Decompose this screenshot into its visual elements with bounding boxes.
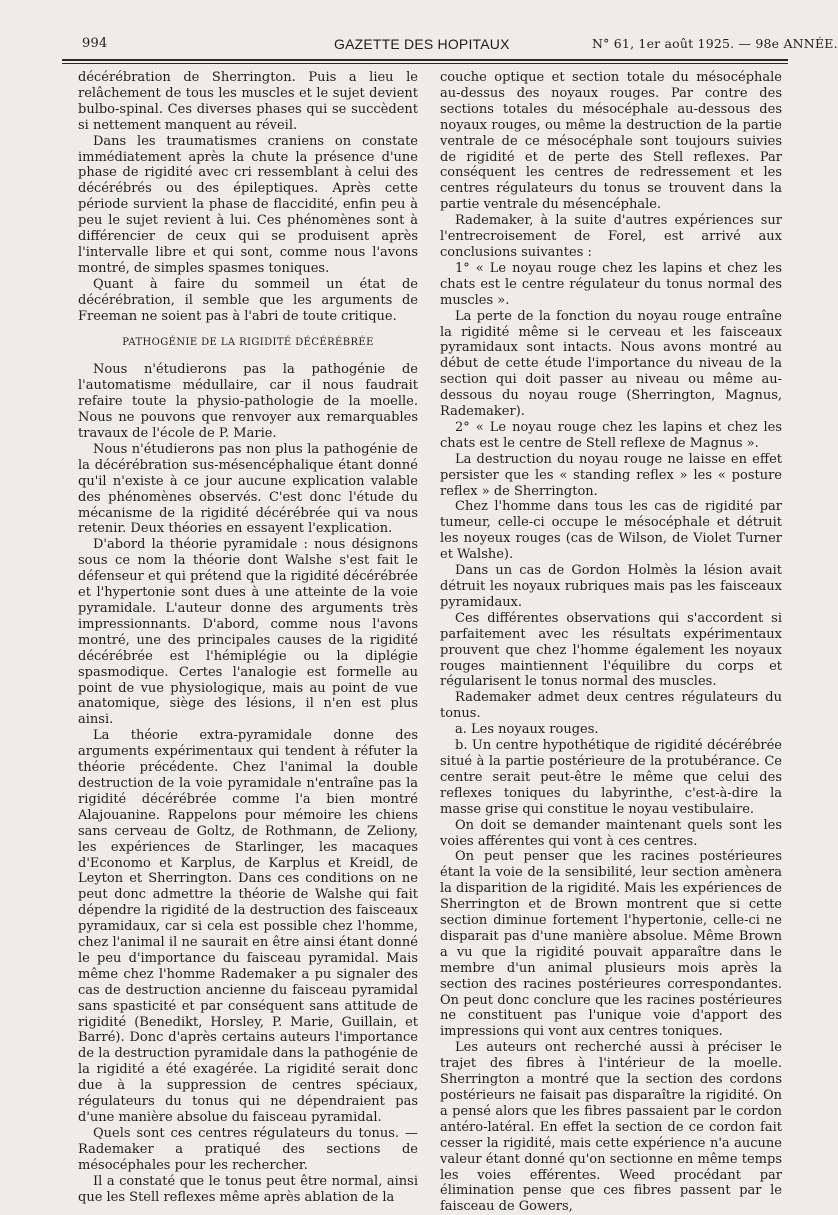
paragraph: Nous n'étudierons pas non plus la pathogénie de la décérébration sus-mésencéphalique étant donné qu'il n'existe à ce jour aucune explication valable des phénomènes observés. C'est donc l'étude du mécanisme de la rigidité décérébrée qui va nous retenir. Deux théories en essayent l'explication.: [78, 441, 418, 537]
paragraph: Quels sont ces centres régulateurs du tonus. — Rademaker a pratiqué des sections de mésocéphales pour les rechercher.: [78, 1125, 418, 1173]
paragraph: Dans les traumatismes craniens on constate immédiatement après la chute la présence d'une phase de rigidité avec cri ressemblant à celui des décérébrés ou des épileptiques. Après cette période survient la phase de flaccidité, enfin peu à peu le sujet revient à lui. Ces phénomènes sont à différencier de ceux qui se produisent après l'intervalle libre et qui sont, comme nous l'avons montré, de simples spasmes toniques.: [78, 133, 418, 276]
running-header: [60, 34, 838, 58]
paragraph: Dans un cas de Gordon Holmès la lésion avait détruit les noyaux rubriques mais pas les faisceaux pyramidaux.: [440, 563, 782, 610]
paragraph: b. Un centre hypothétique de rigidité décérébrée situé à la partie postérieure de la protubérance. Ce centre serait peut-être le même que celui des reflexes toniques du labyrinthe, c'est-à-dire la masse grise qui constitue le noyau vestibulaire.: [440, 738, 782, 817]
paragraph: Ces différentes observations qui s'accordent si parfaitement avec les résultats expérimentaux prouvent que chez l'homme également les noyaux rouges maintiennent l'équilibre du corps et régularisent le tonus normal des muscles.: [440, 610, 782, 690]
paragraph: Les auteurs ont recherché aussi à préciser le trajet des fibres à l'intérieur de la moelle. Sherrington a montré que la section des cordons postérieurs ne faisait pas disparaître la rigidité. On a pensé alors que les fibres passaient par le cordon antéro-latéral. En effet la section de ce cordon fait cesser la rigidité, mais cette expérience n'a aucune valeur étant donné qu'on sectionne en même temps les voies efférentes. Weed procédant par élimination pense que ces fibres passent par le faisceau de Gowers,: [440, 1040, 782, 1215]
paragraph: décérébration de Sherrington. Puis a lieu le relâchement de tous les muscles et le sujet devient bulbo-spinal. Ces diverses phases qui se succèdent si nettement manquent au réveil.: [78, 70, 418, 133]
issue-info: N° 61, 1er août 1925. — 98e ANNÉE.: [592, 36, 838, 51]
header-rule: [62, 59, 788, 61]
paragraph: La destruction du noyau rouge ne laisse en effet persister que les « standing reflex » les « posture reflex » de Sherrington.: [440, 451, 782, 499]
paragraph: D'abord la théorie pyramidale : nous désignons sous ce nom la théorie dont Walshe s'est fait le défenseur et qui prétend que la rigidité décérébrée et l'hypertonie sont dues à une atteinte de la voie pyramidale. L'auteur donne des arguments très impressionnants. D'abord, comme nous l'avons montré, une des principales causes de la rigidité décérébrée est l'hémiplégie ou la diplégie spasmodique. Certes l'analogie est formelle au point de vue physiologique, mais au point de vue anatomique, siège des lésions, il n'en est plus ainsi.: [78, 537, 418, 728]
paragraph: 2° « Le noyau rouge chez les lapins et chez les chats est le centre de Stell reflexe de Magnus ».: [440, 419, 782, 451]
header-rule-thin: [62, 63, 788, 64]
paragraph: Quant à faire du sommeil un état de décérébration, il semble que les arguments de Freeman ne soient pas à l'abri de toute critique.: [78, 276, 418, 324]
paragraph: Rademaker, à la suite d'autres expériences sur l'entrecroisement de Forel, est arrivé aux conclusions suivantes :: [440, 213, 782, 260]
paragraph: On doit se demander maintenant quels sont les voies afférentes qui vont à ces centres.: [440, 817, 782, 849]
journal-title: GAZETTE DES HOPITAUX: [334, 36, 510, 52]
paragraph: couche optique et section totale du mésocéphale au-dessus des noyaux rouges. Par contre des sections totales du mésocéphale au-dessous des noyaux rouges, ou même la destruction de la partie ventrale de ce mésocéphale sont toujours suivies de rigidité et de perte des Stell reflexes. Par conséquent les centres de redressement et les centres régulateurs du tonus se trouvent dans la partie ventrale du mésencéphale.: [440, 70, 782, 213]
paragraph: Nous n'étudierons pas la pathogénie de l'automatisme médullaire, car il nous faudrait refaire toute la physio-pathologie de la moelle. Nous ne pouvons que renvoyer aux remarquables travaux de l'école de P. Marie.: [78, 362, 418, 442]
left-column: [78, 70, 418, 1205]
paragraph: La perte de la fonction du noyau rouge entraîne la rigidité même si le cerveau et les faisceaux pyramidaux sont intacts. Nous avons montré au début de cette étude l'importance du niveau de la section qui doit passer au niveau ou même au-dessous du noyau rouge (Sherrington, Magnus, Rademaker).: [440, 308, 782, 420]
paragraph: a. Les noyaux rouges.: [455, 722, 599, 738]
section-heading: PATHOGÉNIE DE LA RIGIDITÉ DÉCÉRÉBRÉE: [122, 336, 374, 348]
paragraph: La théorie extra-pyramidale donne des arguments expérimentaux qui tendent à réfuter la théorie précédente. Chez l'animal la double destruction de la voie pyramidale n'entraîne pas la rigidité décérébrée comme l'a bien montré Alajouanine. Rappelons pour mémoire les chiens sans cerveau de Goltz, de Rothmann, de Zeliony, les expériences de Starlinger, les macaques d'Economo et Karplus, de Karplus et Kreidl, de Leyton et Sherrington. Dans ces conditions on ne peut donc admettre la théorie de Walshe qui fait dépendre la rigidité de la destruction des faisceaux pyramidaux, car si cela est possible chez l'homme, chez l'animal il ne saurait en être ainsi étant donné le peu d'importance du faisceau pyramidal. Mais même chez l'homme Rademaker a pu signaler des cas de destruction ancienne du faisceau pyramidal sans spasticité et par conséquent sans attitude de rigidité (Benedikt, Horsley, P. Marie, Guillain, et Barré). Donc d'après certains auteurs l'importance de la destruction pyramidale dans la pathogénie de la rigidité a été exagérée. La rigidité serait donc due à la suppression de centres spéciaux, régulateurs du tonus qui ne dépendraient pas d'une manière absolue du faisceau pyramidal.: [78, 728, 418, 1125]
paragraph: 1° « Le noyau rouge chez les lapins et chez les chats est le centre régulateur du tonus normal des muscles ».: [440, 260, 782, 308]
paragraph: Chez l'homme dans tous les cas de rigidité par tumeur, celle-ci occupe le mésocéphale et détruit les noyeux rouges (cas de Wilson, de Violet Turner et Walshe).: [440, 499, 782, 563]
paragraph: Rademaker admet deux centres régulateurs du tonus.: [440, 690, 782, 722]
right-column: [440, 70, 782, 1215]
paragraph: Il a constaté que le tonus peut être normal, ainsi que les Stell reflexes même après ablation de la: [78, 1173, 418, 1205]
paragraph: On peut penser que les racines postérieures étant la voie de la sensibilité, leur section amènera la disparition de la rigidité. Mais les expériences de Sherrington et de Brown montrent que si cette section diminue fortement l'hypertonie, celle-ci ne disparait pas d'une manière absolue. Même Brown a vu que la rigidité pouvait apparaître dans le membre d'un animal plusieurs mois après la section des racines postérieures correspondantes. On peut donc conclure que les racines postérieures ne constituent pas l'unique voie d'apport des impressions qui vont aux centres toniques.: [440, 849, 782, 1040]
page-number: 994: [82, 36, 108, 51]
